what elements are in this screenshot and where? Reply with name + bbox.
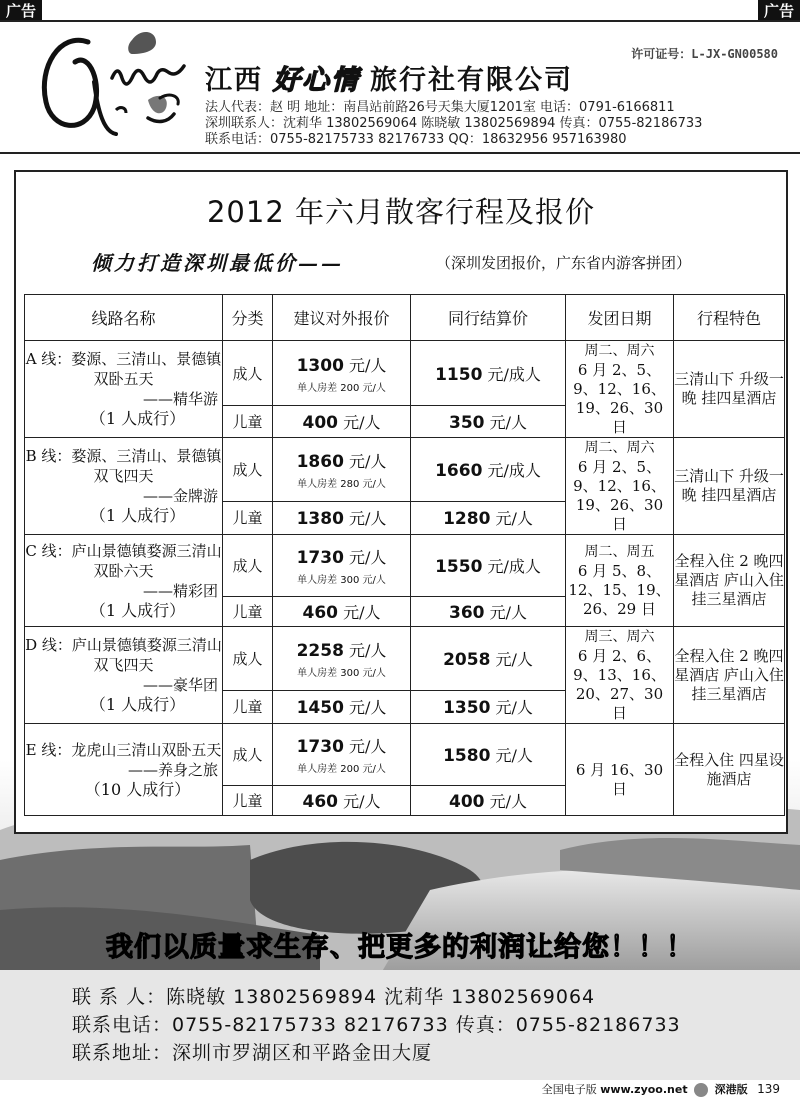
- departure-dates: 6 月 5、8、12、15、19、26、29 日: [568, 562, 671, 618]
- route-name-cell: [25, 627, 223, 724]
- child-trade-unit: 元/人: [490, 509, 533, 529]
- adult-retail-cell: [273, 627, 411, 691]
- table-header-row: [25, 295, 785, 341]
- child-retail-cell: [273, 786, 411, 816]
- table-row: [25, 535, 785, 597]
- child-trade-cell: [411, 786, 566, 816]
- child-retail-price: 1450: [296, 698, 344, 719]
- route-group-size: （1 人成行）: [89, 695, 186, 714]
- adult-retail-price: 1730: [296, 548, 344, 568]
- child-trade-price: 360: [449, 603, 485, 623]
- adult-retail-cell: [273, 724, 411, 786]
- adult-retail-cell: [273, 341, 411, 406]
- tour-feature-cell: [674, 724, 785, 816]
- single-room-supplement: 单人房差 200 元/人: [297, 382, 386, 394]
- category-child: 儿童: [223, 690, 273, 723]
- route-group-size: （10 人成行）: [84, 779, 191, 799]
- child-retail-unit: 元/人: [343, 509, 387, 529]
- tour-feature-cell: [674, 438, 785, 535]
- tour-feature-cell: [674, 627, 785, 724]
- child-trade-price: 350: [449, 413, 485, 434]
- company-prefix: 江西: [205, 65, 263, 96]
- route-name: C 线：庐山景德镇婺源三清山双卧六天: [25, 541, 222, 580]
- header-info-line-2: 深圳联系人：沈莉华 13802569064 陈晓敏 13802569894 传真：0755-82186733: [205, 116, 703, 131]
- footer-edition-label: 全国电子版: [541, 1083, 597, 1096]
- tour-feature: 全程入住 四星设施酒店: [674, 750, 784, 788]
- adult-trade-price: 1550: [435, 557, 483, 577]
- page-title: 2012 年六月散客行程及报价: [206, 195, 596, 229]
- single-room-supplement: 单人房差 200 元/人: [297, 764, 386, 775]
- child-retail-price: 460: [302, 792, 338, 812]
- footer-logo-icon: [694, 1083, 708, 1097]
- header-departure-dates: 发团日期: [566, 295, 674, 341]
- table-row: [25, 438, 785, 502]
- child-trade-unit: 元/人: [484, 792, 527, 811]
- departure-dates-cell: [566, 724, 674, 816]
- child-retail-unit: 元/人: [338, 413, 381, 433]
- departure-weekdays: 周二、周六: [584, 343, 655, 359]
- quality-slogan: 我们以质量求生存、把更多的利润让给您！！！: [106, 932, 694, 963]
- header-tour-features: 行程特色: [674, 295, 785, 341]
- child-retail-cell: [273, 501, 411, 534]
- departure-dates-cell: [566, 341, 674, 438]
- adult-trade-cell: [411, 341, 566, 406]
- route-tier: ——养身之旅: [127, 760, 218, 779]
- route-name: B 线：婺源、三清山、景德镇双飞四天: [25, 447, 222, 485]
- adult-trade-unit: 元/人: [490, 649, 533, 669]
- category-child: 儿童: [223, 597, 273, 627]
- departure-dates-cell: [566, 438, 674, 535]
- tour-price-panel: [14, 170, 788, 834]
- adult-retail-price: 1300: [296, 355, 344, 376]
- departure-dates: 6 月 16、30 日: [575, 760, 664, 798]
- child-trade-price: 1280: [443, 509, 491, 530]
- adult-trade-cell: [411, 535, 566, 597]
- contact-address: 联系地址：深圳市罗湖区和平路金田大厦: [72, 1042, 433, 1064]
- category-child: 儿童: [223, 786, 273, 816]
- adult-retail-unit: 元/人: [343, 355, 387, 375]
- route-name: A 线：婺源、三清山、景德镇双卧五天: [25, 350, 222, 388]
- contact-box: [0, 970, 800, 1080]
- child-trade-cell: [411, 690, 566, 723]
- child-trade-cell: [411, 501, 566, 534]
- child-trade-unit: 元/人: [484, 413, 527, 433]
- child-trade-price: 1350: [443, 698, 491, 719]
- adult-retail-cell: [273, 438, 411, 502]
- route-tier: ——豪华团: [142, 676, 218, 694]
- category-adult: 成人: [223, 438, 273, 502]
- child-trade-unit: 元/人: [490, 698, 533, 718]
- adult-trade-cell: [411, 724, 566, 786]
- header-info-line-1: 法人代表：赵 明 地址：南昌站前路26号天集大厦1201室 电话：0791-6166811: [205, 100, 675, 115]
- table-row: [25, 341, 785, 406]
- departure-dates: 6 月 2、5、9、12、16、19、26、30 日: [573, 361, 666, 436]
- child-retail-unit: 元/人: [343, 698, 387, 718]
- child-trade-unit: 元/人: [484, 603, 527, 622]
- route-name-cell: [25, 438, 223, 535]
- company-suffix: 旅行社有限公司: [370, 65, 573, 96]
- adult-trade-cell: [411, 627, 566, 691]
- header-info-line-3: 联系电话：0755-82175733 82176733 QQ：18632956 957163980: [205, 132, 627, 147]
- category-child: 儿童: [223, 501, 273, 534]
- single-room-supplement: 单人房差 280 元/人: [297, 478, 386, 490]
- table-row: [25, 627, 785, 691]
- adult-trade-price: 1580: [443, 746, 491, 766]
- child-retail-price: 460: [302, 603, 338, 623]
- adult-retail-price: 1730: [296, 737, 344, 757]
- departure-weekdays: 周二、周六: [584, 440, 655, 456]
- agency-header: [0, 0, 800, 160]
- departure-weekdays: 周三、周六: [584, 629, 655, 645]
- child-trade-cell: [411, 406, 566, 438]
- agency-logo: [20, 22, 210, 147]
- page-number: 139: [757, 1082, 780, 1096]
- single-room-supplement: 单人房差 300 元/人: [297, 575, 386, 586]
- tour-feature-cell: [674, 535, 785, 627]
- price-note: （深圳发团报价，广东省内游客拼团）: [436, 254, 692, 272]
- adult-trade-price: 2058: [443, 649, 491, 670]
- route-tier: ——精彩团: [142, 581, 218, 600]
- price-slogan: 倾力打造深圳最低价——: [91, 251, 344, 275]
- route-tier: ——精华游: [142, 390, 218, 408]
- header-trade-price: 同行结算价: [411, 295, 566, 341]
- category-adult: 成人: [223, 341, 273, 406]
- category-adult: 成人: [223, 627, 273, 691]
- adult-retail-unit: 元/人: [343, 640, 387, 660]
- adult-trade-unit: 元/成人: [482, 557, 541, 576]
- header-bottom-rule: [0, 152, 800, 154]
- tour-feature: 三清山下 升级一晚 挂四星酒店: [674, 370, 784, 407]
- category-adult: 成人: [223, 724, 273, 786]
- contact-persons: 联 系 人：陈晓敏 13802569894 沈莉华 13802569064: [72, 986, 596, 1008]
- tour-feature: 全程入住 2 晚四星酒店 庐山入住 挂三星酒店: [674, 646, 784, 703]
- route-name: E 线：龙虎山三清山双卧五天: [25, 740, 222, 759]
- adult-trade-unit: 元/成人: [482, 460, 541, 480]
- child-retail-cell: [273, 406, 411, 438]
- route-name-cell: [25, 535, 223, 627]
- page-footer: [542, 1081, 780, 1097]
- footer-url[interactable]: www.zyoo.net: [600, 1083, 688, 1096]
- company-name: [205, 58, 573, 97]
- route-group-size: （1 人成行）: [89, 506, 186, 525]
- child-retail-unit: 元/人: [338, 792, 381, 811]
- route-name-cell: [25, 724, 223, 816]
- child-retail-unit: 元/人: [338, 603, 381, 622]
- adult-retail-unit: 元/人: [343, 451, 387, 471]
- company-brand: 好心情: [273, 65, 360, 96]
- footer-edition: 深港版: [714, 1083, 748, 1096]
- adult-trade-price: 1150: [435, 364, 483, 385]
- route-tier: ——金牌游: [142, 487, 218, 505]
- child-retail-price: 1380: [296, 509, 344, 530]
- adult-trade-unit: 元/成人: [482, 364, 541, 384]
- route-name: D 线：庐山景德镇婺源三清山双飞四天: [25, 636, 222, 674]
- route-group-size: （1 人成行）: [89, 600, 186, 620]
- adult-retail-unit: 元/人: [343, 548, 387, 567]
- license-number: 许可证号：L-JX-GN00580: [631, 47, 778, 61]
- child-retail-price: 400: [302, 413, 338, 434]
- departure-dates: 6 月 2、5、9、12、16、19、26、30 日: [573, 458, 666, 533]
- single-room-supplement: 单人房差 300 元/人: [297, 667, 386, 679]
- child-retail-cell: [273, 690, 411, 723]
- departure-dates: 6 月 2、6、9、13、16、20、27、30 日: [573, 647, 666, 722]
- child-trade-cell: [411, 597, 566, 627]
- child-trade-price: 400: [449, 792, 485, 812]
- ad-label-left: 广告: [0, 0, 42, 22]
- adult-trade-unit: 元/人: [490, 746, 533, 765]
- tour-feature-cell: [674, 341, 785, 438]
- adult-trade-price: 1660: [435, 460, 483, 481]
- adult-trade-cell: [411, 438, 566, 502]
- route-group-size: （1 人成行）: [89, 409, 186, 428]
- adult-retail-unit: 元/人: [343, 737, 387, 756]
- table-row: [25, 724, 785, 786]
- tour-feature: 三清山下 升级一晚 挂四星酒店: [674, 467, 784, 504]
- header-category: 分类: [223, 295, 273, 341]
- header-route-name: 线路名称: [25, 295, 223, 341]
- departure-dates-cell: [566, 627, 674, 724]
- header-retail-price: 建议对外报价: [273, 295, 411, 341]
- adult-retail-price: 1860: [296, 451, 344, 472]
- category-adult: 成人: [223, 535, 273, 597]
- departure-dates-cell: [566, 535, 674, 627]
- route-name-cell: [25, 341, 223, 438]
- adult-retail-price: 2258: [296, 640, 344, 661]
- route-price-table: [24, 294, 785, 816]
- contact-phones: 联系电话：0755-82175733 82176733 传真：0755-82186733: [72, 1014, 681, 1036]
- tour-feature: 全程入住 2 晚四星酒店 庐山入住 挂三星酒店: [674, 552, 784, 608]
- departure-weekdays: 周二、周五: [584, 544, 655, 560]
- adult-retail-cell: [273, 535, 411, 597]
- ad-label-right: 广告: [758, 0, 800, 22]
- category-child: 儿童: [223, 406, 273, 438]
- child-retail-cell: [273, 597, 411, 627]
